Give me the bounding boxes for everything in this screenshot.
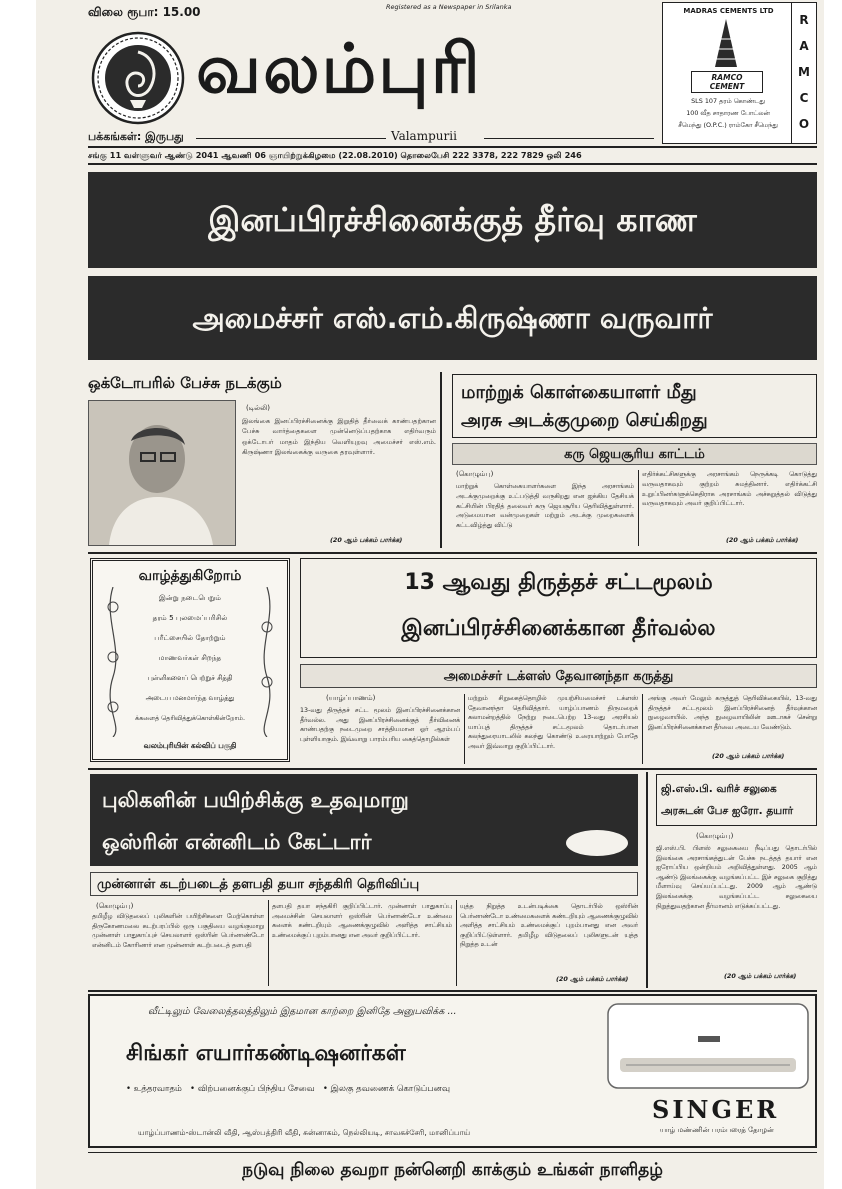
masthead-title-english: Valampurii: [391, 129, 457, 143]
pages-label: பக்கங்கள்: இருபது: [88, 130, 184, 143]
ramco-letter-c: C: [799, 91, 809, 105]
cement-ad-line-1: SLS 107 தரம் கொண்டது: [691, 97, 765, 105]
jaya-continued: (20 ஆம் பக்கம் பார்க்க): [726, 536, 799, 544]
column-rule-5: [268, 900, 269, 986]
thirteenth-col-1: 13-வது திருத்தச் சட்ட மூலம் இனப்பிரச்சினைக்கான தீர்வல்ல. அது இனப்பிரச்சினைக்குத் தீர்வினைக் காண்பதற்கு நடைமுறை சாத்தியமான ஓர் ஆரம்பப் புள்ளியாகும். இவ்வாறு பாரம்பரிய கைத்தொழில்கள்: [300, 707, 460, 743]
dateline: சங்கு 11 வள்ளுவர் ஆண்டு 2041 ஆவணி 06 ஞாயிற்றுக்கிழமை (22.08.2010) தொலைபேசி 222 3378, 222 7829 ஒலி 246: [88, 150, 582, 160]
column-rule-6: [456, 900, 457, 986]
greeting-line-2: தரம் 5 புலமைப்பரிசில்: [152, 613, 228, 622]
cement-ad-brand: MADRAS CEMENTS LTD: [683, 7, 774, 15]
cement-ad-product: RAMCO CEMENT: [691, 71, 763, 93]
ramco-letter-a: A: [799, 39, 809, 53]
tiger-headline-box: [90, 774, 638, 866]
thirteenth-col-2: மற்றும் சிறுகைத்தொழில் முயற்சியமைச்சர் டக்ளஸ் தேவானந்தா தெரிவித்தார். யாழ்ப்பாணம் திருமறைக் கலாமன்றத்தில் நேற்று நடைபெற்ற 13-வது அரசியல் யாப்புத் திருத்தச் சட்டமூலம் தொடர்பான கலந்துரையாடலில் கலந்து கொண்டு உரையாற்றும் போதே அவர் இவ்வாறு குறிப்பிட்டார்.: [468, 695, 638, 750]
thirteenth-continued: (20 ஆம் பக்கம் பார்க்க): [712, 752, 785, 760]
lead-kicker: ஒக்டோபரில் பேச்சு நடக்கும்: [88, 374, 282, 392]
title-rule-left: [196, 138, 386, 139]
tiger-dateline: (கொழும்பு): [96, 902, 134, 910]
singer-features: [126, 1084, 450, 1095]
lead-headline-1: இனப்பிரச்சினைக்குத் தீர்வு காண: [88, 172, 817, 268]
masthead-title: வலம்புரி: [196, 29, 482, 109]
dateline-bottom-rule: [88, 163, 817, 165]
gsp-headline-1: ஜி.எஸ்.பி. வரிச் சலுகை: [661, 783, 777, 795]
thirteenth-col-3: அங்கு அவர் மேலும் கருத்துத் தெரிவிக்கையில், 13-வது திருத்தச் சட்டமூலம் இனப்பிரச்சினைத் தீர்வுக்கான நுழைவாயில். அந்த நுழைவாயிலின் ஊடாகச் சென்று இனப்பிரச்சினைக்கான தீர்வை அடைய வேண்டும்.: [648, 695, 817, 731]
thirteenth-headline-box: [300, 558, 817, 658]
section-rule-2: [88, 768, 817, 770]
singer-ad: [88, 994, 817, 1148]
gsp-dateline: (கொழும்பு): [696, 832, 734, 840]
bullet-icon: •: [126, 1084, 134, 1094]
white-oval-shape: [566, 830, 628, 856]
lead-body: இலங்கை இனப்பிரச்சினைக்கு இறுதித் தீர்வைக் காண்பதற்கான பேச்சு வார்த்தைகளை முன்னெடுப்பதற்காக எதிர்வரும் ஒக்டோபர் மாதம் இந்திய வெளியுறவு அமைச்சர் எஸ்.எம். கிருஷ்ணா இலங்கைக்கு வருகை தரவுள்ளார்.: [242, 417, 436, 456]
cement-ad-line-3: சீமெந்து (O.P.C.) ராம்கோ சீமெந்து: [678, 121, 778, 129]
greeting-footer: வலம்புரியின் கல்விப் பகுதி: [143, 741, 237, 750]
lead-dateline: (டில்லி): [246, 404, 270, 412]
tiger-byline: முன்னாள் கடற்படைத் தளபதி தயா சந்தகிரி தெரிவிப்பு: [90, 872, 638, 896]
jaya-headline-2: அரசு அடக்குமுறை செய்கிறது: [461, 410, 708, 431]
jaya-col-2: எதிர்க்கட்சிகளுக்கு அரசாங்கம் நெருக்கடி கொடுத்து வருவதாகவும் குற்றம் சுமத்தினார். எதிர்க்கட்சி உறுப்பினர்களுக்கெதிராக அரசாங்கம் அச்சுறுத்தல் விடுத்து வருவதாகவும் அவர் குறிப்பிட்டார்.: [642, 470, 817, 508]
feature-warranty: உத்தரவாதம்: [133, 1084, 182, 1094]
singer-addresses: யாழ்ப்பாணம்-ஸ்டான்லி வீதி, ஆஸ்பத்திரி வீதி, சுன்னாகம், நெல்லியடி, சாவகச்சேரி, மானிப்பாய்: [138, 1128, 471, 1137]
dateline-top-rule: [88, 146, 817, 148]
greeting-line-3: பரீட்சையில் தோற்றும்: [154, 633, 226, 642]
conch-emblem: [90, 30, 186, 126]
section-rule-1: [88, 552, 817, 554]
jaya-byline: கரு ஜெயசூரிய காட்டம்: [452, 443, 817, 465]
air-conditioner-image: [606, 1000, 812, 1100]
column-rule-1: [440, 372, 442, 548]
cement-ad-divider: [791, 3, 792, 143]
column-rule-4: [642, 694, 643, 764]
greeting-line-7: க்களைத் தெரிவித்துக்கொள்கின்றோம்.: [135, 714, 245, 722]
tiger-col-1: தமிழீழ விடுதலைப் புலிகளின் பயிற்சிகளை மேற்கொள்ள திருகோணமலை கடற்பரப்பில் ஒரு பகுதியை வழங்குமாறு முன்னாள் பாதுகாப்புச் செயலாளர் ஒஸ்ரின் பெர்னாண்டோ என்னிடம் கோரினார் என முன்னாள் கடற்படைத் தளபதி: [92, 913, 264, 949]
tiger-col-3: யுத்த நிறுத்த உடன்படிக்கை தொடர்பில் ஒஸ்ரின் பெர்னாண்டோ உண்மைகளைக் கண்டறியும் ஆணைக்குழுவில் அளித்த சாட்சியம் உண்மைக்குப் புறம்பானது என அவர் குறிப்பிட்டுள்ளார். தமிழீழ விடுதலைப் புலிகளுடன் யுத்த நிறுத்த உடன்: [460, 903, 638, 949]
registration-notice: Registered as a Newspaper in Srilanka: [386, 3, 512, 11]
gsp-body: ஜி.எஸ்.பி. பிளஸ் சலுகையை நீடிப்பது தொடர்பில் இலங்கை அரசாங்கத்துடன் பேச்சு நடத்தத் தயார் என ஐரோப்பிய ஒன்றியம் அறிவித்துள்ளது. 2005 ஆம் ஆண்டு இலங்கைக்கு வழங்கப்பட்ட இச் சலுகை குறித்து மீளாய்வு செய்யப்பட்டது. 2009 ஆம் ஆண்டு இலங்கைக்கு வழங்கப்பட்ட சலுகையை நிறுத்துவதற்கான தீர்மானம் எடுக்கப்பட்டது.: [656, 845, 817, 910]
singer-headline: சிங்கர் எயார்கண்டிஷனர்கள்: [126, 1041, 406, 1066]
jaya-col-1: மாற்றுக் கொள்கையாளர்களை இந்த அரசாங்கம் அடக்குமுறைக்கு உட்படுத்தி வருகிறது என ஐக்கிய தேசியக் கட்சியின் பிரதித் தலைவர் கரு ஜெயசூரிய தெரிவித்துள்ளார். அடுமையான வன்முறைகள் மற்றும் அடக்கு முறைகளைக் கட்டவிழ்த்து விட்டு: [456, 482, 634, 530]
column-rule-2: [638, 470, 639, 546]
tiger-continued: (20 ஆம் பக்கம் பார்க்க): [556, 975, 629, 983]
jaya-headline-box: [452, 374, 817, 438]
singer-slogan: யாழ் மண்ணின் பரம்பரைத் தோழன்: [660, 1126, 774, 1134]
footer-motto: நடுவு நிலை தவறா நன்னெறி காக்கும் உங்கள் நாளிதழ்: [88, 1152, 817, 1186]
jaya-headline-1: மாற்றுக் கொள்கையாளர் மீது: [461, 382, 697, 403]
temple-tower-icon: [711, 19, 741, 67]
lead-continued: (20 ஆம் பக்கம் பார்க்க): [330, 536, 403, 544]
tiger-headline-1: புலிகளின் பயிற்சிக்கு உதவுமாறு: [102, 788, 409, 812]
gsp-headline-2: அரசுடன் பேச ஐரோ. தயார்: [661, 805, 794, 817]
tiger-col-2: தளபதி தயா சந்தகிரி குறிப்பிட்டார். முன்னாள் பாதுகாப்பு அமைச்சின் செயலாளர் ஒஸ்ரின் பெர்னாண்டோ உண்மை களைக் கண்டறியும் ஆணைக்குழுவில் அளித்த சாட்சியம் உண்மைக்குப் புறம்பானது என அவர் குறிப்பிட்டார்.: [272, 903, 452, 939]
ramco-letter-o: O: [798, 117, 810, 131]
section-rule-3: [88, 990, 817, 992]
thirteenth-headline-1: 13 ஆவது திருத்தச் சட்டமூலம்: [404, 570, 713, 595]
greeting-ad: [90, 558, 290, 762]
feature-after-sales: விற்பனைக்குப் பிந்திய சேவை: [197, 1084, 315, 1094]
cement-ad-line-2: 100 வீத சாதாரண போட்லன்: [686, 109, 770, 117]
jaya-dateline: (கொழும்பு): [456, 470, 494, 478]
gsp-headline-box: [656, 774, 817, 826]
cement-ad: [662, 2, 817, 144]
thirteenth-byline: அமைச்சர் டக்ளஸ் தேவானந்தா கருத்து: [300, 664, 817, 688]
feature-installments: இலகு தவணைக் கொடுப்பனவு: [330, 1084, 450, 1094]
column-rule-7: [646, 772, 648, 988]
greeting-line-5: புள்ளிகளைப் பெற்றுச் சித்தி: [147, 674, 233, 682]
tiger-headline-2: ஒஸ்ரின் என்னிடம் கேட்டார்: [102, 830, 372, 854]
thirteenth-dateline: (யாழ்ப்பாணம்): [326, 694, 376, 702]
bullet-icon: •: [184, 1084, 198, 1094]
singer-brand: SINGER: [652, 1095, 780, 1124]
singer-tagline: வீட்டிலும் வேலைத்தலத்திலும் இதமான காற்றை இனிதே அனுபவிக்க ...: [148, 1006, 457, 1017]
greeting-line-4: மாணவர்கள் சிறந்த: [158, 653, 222, 662]
greeting-line-1: இன்று நடைபெறும்: [158, 593, 222, 602]
title-rule-right: [484, 138, 654, 139]
newspaper-front-page: [36, 0, 824, 1189]
ramco-letter-m: M: [798, 65, 810, 79]
bullet-icon: •: [317, 1084, 331, 1094]
portrait-icon: [89, 401, 235, 545]
lead-headline-2: அமைச்சர் எஸ்.எம்.கிருஷ்ணா வருவார்: [88, 276, 817, 360]
thirteenth-headline-2: இனப்பிரச்சினைக்கான தீர்வல்ல: [401, 616, 716, 641]
ramco-letters: [793, 7, 815, 137]
ramco-letter-r: R: [799, 13, 809, 27]
conch-emblem-icon: [90, 30, 186, 126]
krishna-photo: [88, 400, 236, 546]
column-rule-3: [464, 694, 465, 764]
air-conditioner-icon: [606, 1000, 812, 1100]
gsp-continued: (20 ஆம் பக்கம் பார்க்க): [724, 972, 797, 980]
greeting-line-6: அடைய மனமார்ந்த வாழ்த்து: [145, 694, 235, 702]
greeting-title: வாழ்த்துகிறோம்: [138, 568, 242, 584]
price-label: விலை ரூபா: 15.00: [88, 5, 201, 19]
